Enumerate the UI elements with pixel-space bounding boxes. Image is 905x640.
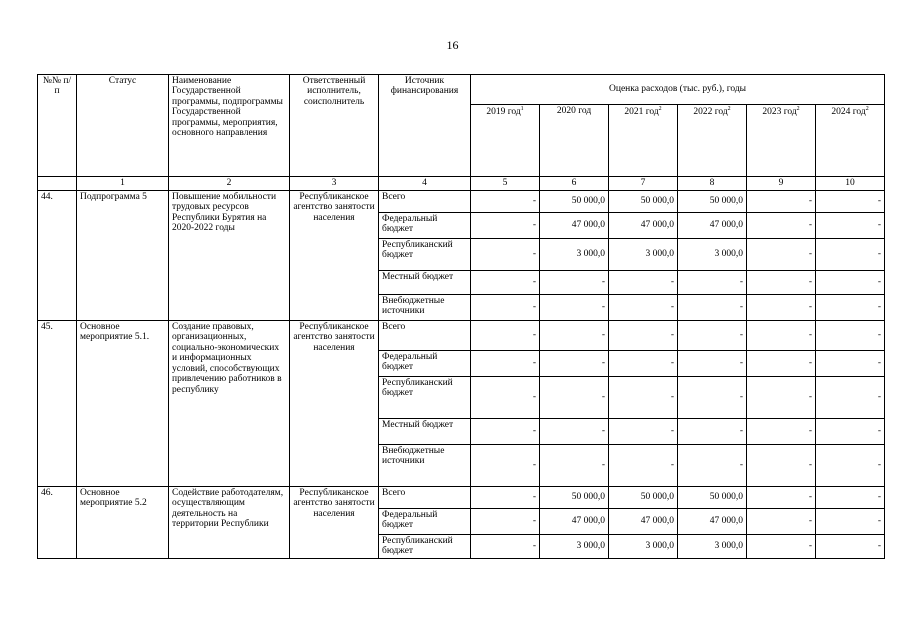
row-value: 3 000,0 — [678, 239, 747, 271]
header-responsible: Ответственный исполнитель, соисполнитель — [290, 75, 379, 177]
row-value: - — [471, 445, 540, 487]
row-value: - — [747, 213, 816, 239]
table-header — [38, 75, 885, 191]
row-value: - — [471, 271, 540, 295]
row-value: - — [678, 445, 747, 487]
row-value: 3 000,0 — [609, 239, 678, 271]
row-value: 50 000,0 — [609, 487, 678, 509]
row-value: - — [471, 191, 540, 213]
header-year — [816, 105, 885, 177]
column-number: 5 — [471, 177, 540, 191]
header-year-footnote: 1 — [520, 106, 524, 112]
row-value: - — [540, 377, 609, 419]
header-year — [609, 105, 678, 177]
row-value: - — [816, 351, 885, 377]
row-value: - — [471, 487, 540, 509]
header-year — [471, 105, 540, 177]
row-value: - — [471, 509, 540, 535]
column-number: 1 — [77, 177, 169, 191]
header-year-footnote: 2 — [727, 106, 731, 112]
row-value: - — [471, 321, 540, 351]
header-estimate: Оценка расходов (тыс. руб.), годы — [471, 75, 885, 105]
header-year-label: 2024 год — [831, 107, 866, 118]
header-year — [540, 105, 609, 177]
row-value: - — [609, 419, 678, 445]
row-source: Местный бюджет — [379, 419, 471, 445]
budget-table — [37, 74, 885, 559]
row-status: Основное мероприятие 5.1. — [77, 321, 169, 487]
row-value: - — [678, 295, 747, 321]
row-value: - — [816, 419, 885, 445]
column-number: 6 — [540, 177, 609, 191]
row-value: - — [816, 535, 885, 559]
column-number: 3 — [290, 177, 379, 191]
row-value: - — [609, 445, 678, 487]
table-row — [38, 191, 885, 213]
row-value: - — [747, 419, 816, 445]
header-year — [678, 105, 747, 177]
row-status: Основное мероприятие 5.2 — [77, 487, 169, 559]
row-responsible: Республиканское агентство занятости населения — [290, 191, 379, 321]
row-value: - — [609, 295, 678, 321]
row-value: - — [747, 351, 816, 377]
row-value: - — [816, 445, 885, 487]
row-value: - — [816, 295, 885, 321]
row-value: - — [678, 271, 747, 295]
row-value: - — [816, 271, 885, 295]
row-value: 50 000,0 — [540, 487, 609, 509]
row-value: - — [747, 191, 816, 213]
row-name: Создание правовых, организационных, социально-экономических и информационных условий, способствующих привлечению работников в республику — [169, 321, 290, 487]
row-value: - — [678, 321, 747, 351]
row-value: - — [678, 377, 747, 419]
header-year-label: 2022 год — [693, 107, 728, 118]
row-value: - — [540, 419, 609, 445]
row-value: - — [471, 535, 540, 559]
row-value: 50 000,0 — [540, 191, 609, 213]
row-value: 47 000,0 — [540, 213, 609, 239]
row-value: - — [678, 419, 747, 445]
row-name: Повышение мобильности трудовых ресурсов Республики Бурятия на 2020-2022 годы — [169, 191, 290, 321]
row-value: - — [816, 377, 885, 419]
table-body — [38, 191, 885, 559]
row-value: 50 000,0 — [678, 191, 747, 213]
row-source: Всего — [379, 487, 471, 509]
header-year-footnote: 2 — [796, 106, 800, 112]
row-value: 3 000,0 — [540, 535, 609, 559]
row-value: 50 000,0 — [678, 487, 747, 509]
row-value: - — [540, 321, 609, 351]
row-num: 44. — [38, 191, 77, 321]
row-value: - — [816, 239, 885, 271]
row-source: Федеральный бюджет — [379, 213, 471, 239]
row-value: 3 000,0 — [678, 535, 747, 559]
row-value: - — [747, 321, 816, 351]
row-value: - — [609, 271, 678, 295]
row-source: Федеральный бюджет — [379, 351, 471, 377]
row-value: - — [540, 271, 609, 295]
table-row — [38, 321, 885, 351]
row-value: - — [540, 295, 609, 321]
row-value: - — [816, 509, 885, 535]
row-source: Всего — [379, 191, 471, 213]
row-value: 3 000,0 — [540, 239, 609, 271]
header-year-label: 2019 год — [486, 107, 521, 118]
row-value: - — [747, 445, 816, 487]
row-source: Внебюджетные источники — [379, 445, 471, 487]
row-value: - — [816, 191, 885, 213]
row-responsible: Республиканское агентство занятости населения — [290, 321, 379, 487]
row-value: - — [747, 271, 816, 295]
header-name: Наименование Государственной программы, подпрограммы Государственной программы, мероприятия, основного направления — [169, 75, 290, 177]
row-value: - — [816, 321, 885, 351]
header-source: Источник финансирования — [379, 75, 471, 177]
column-number: 4 — [379, 177, 471, 191]
row-value: - — [747, 509, 816, 535]
row-value: - — [747, 535, 816, 559]
row-value: - — [540, 351, 609, 377]
row-value: - — [471, 213, 540, 239]
row-source: Федеральный бюджет — [379, 509, 471, 535]
row-value: 50 000,0 — [609, 191, 678, 213]
row-value: - — [816, 487, 885, 509]
row-value: - — [540, 445, 609, 487]
row-value: - — [471, 351, 540, 377]
header-year-label: 2023 год — [762, 107, 797, 118]
row-value: 47 000,0 — [678, 213, 747, 239]
row-value: 47 000,0 — [609, 509, 678, 535]
header-year-label: 2020 год — [556, 106, 592, 116]
column-number: 7 — [609, 177, 678, 191]
row-value: 47 000,0 — [678, 509, 747, 535]
row-value: - — [471, 377, 540, 419]
page-number: 16 — [446, 38, 459, 52]
row-value: 3 000,0 — [609, 535, 678, 559]
header-year-footnote: 2 — [658, 106, 662, 112]
row-source: Республиканский бюджет — [379, 239, 471, 271]
row-value: - — [816, 213, 885, 239]
table-row — [38, 487, 885, 509]
row-source: Республиканский бюджет — [379, 377, 471, 419]
header-status: Статус — [77, 75, 169, 177]
row-value: - — [471, 295, 540, 321]
header-year-label: 2021 год — [624, 107, 659, 118]
header-year — [747, 105, 816, 177]
row-value: - — [609, 377, 678, 419]
row-value: - — [747, 239, 816, 271]
row-responsible: Республиканское агентство занятости населения — [290, 487, 379, 559]
row-value: - — [471, 419, 540, 445]
row-source: Всего — [379, 321, 471, 351]
row-value: 47 000,0 — [609, 213, 678, 239]
row-num: 46. — [38, 487, 77, 559]
column-number: 8 — [678, 177, 747, 191]
row-source: Внебюджетные источники — [379, 295, 471, 321]
row-source: Республиканский бюджет — [379, 535, 471, 559]
header-num: №№ п/п — [38, 75, 77, 177]
row-value: 47 000,0 — [540, 509, 609, 535]
row-value: - — [609, 351, 678, 377]
row-status: Подпрограмма 5 — [77, 191, 169, 321]
row-value: - — [471, 239, 540, 271]
row-name: Содействие работодателям, осуществляющим деятельность на территории Республики — [169, 487, 290, 559]
row-source: Местный бюджет — [379, 271, 471, 295]
row-value: - — [747, 295, 816, 321]
column-number-blank — [38, 177, 77, 191]
row-value: - — [747, 377, 816, 419]
row-value: - — [678, 351, 747, 377]
row-value: - — [609, 321, 678, 351]
column-number: 2 — [169, 177, 290, 191]
column-number: 9 — [747, 177, 816, 191]
row-num: 45. — [38, 321, 77, 487]
column-number: 10 — [816, 177, 885, 191]
header-year-footnote: 2 — [865, 106, 869, 112]
row-value: - — [747, 487, 816, 509]
